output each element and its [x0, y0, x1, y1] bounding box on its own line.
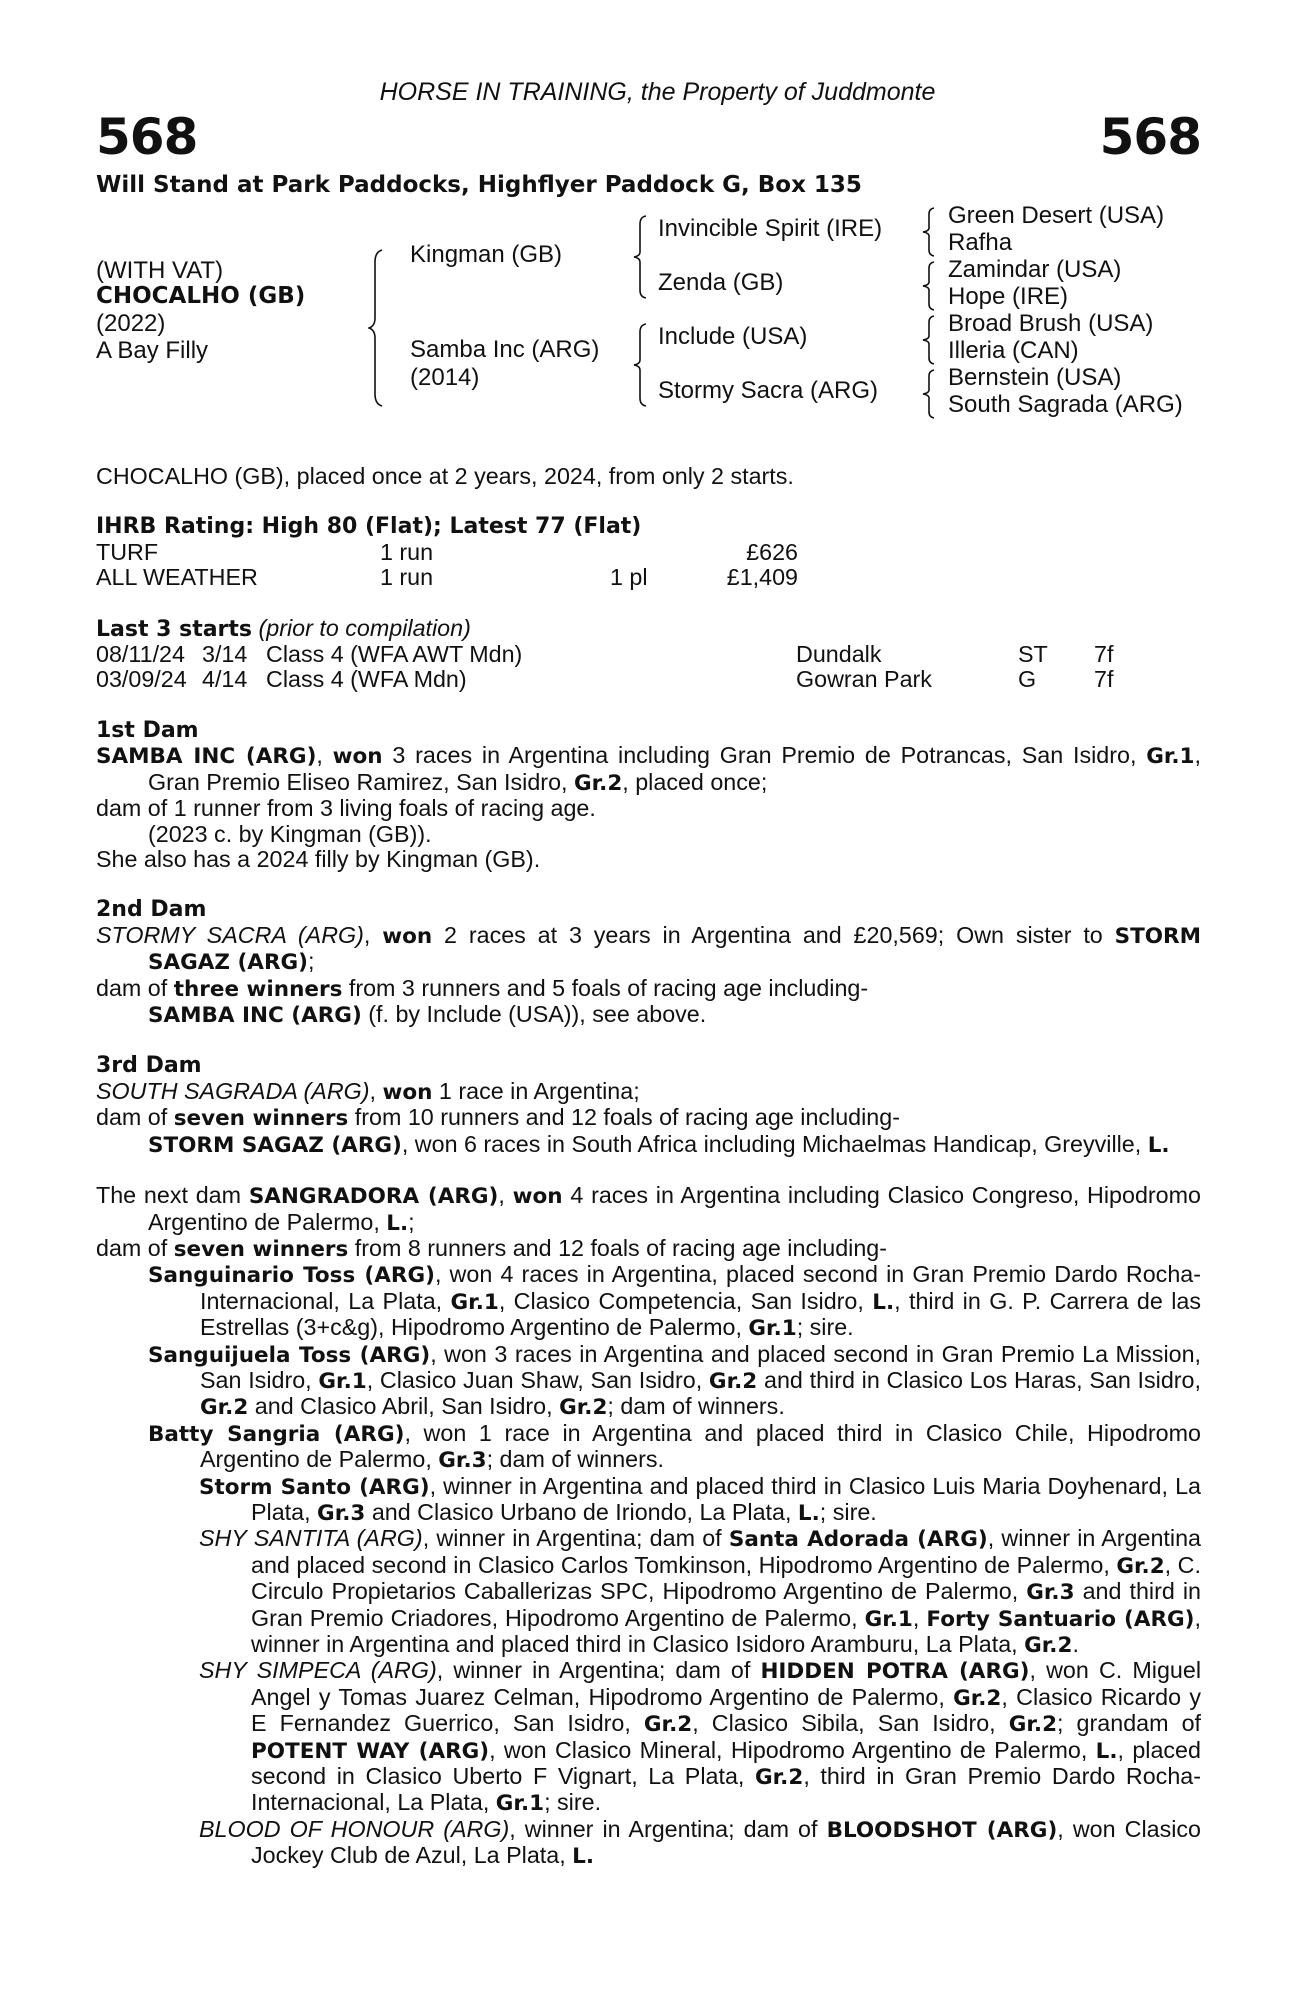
- progeny-entry: [96, 1421, 1201, 1474]
- ratings-table: [96, 540, 798, 591]
- record-text: , won 4 races in Argentina, placed second in Gran Premio Dardo Rocha-Internacional, La Plata,: [200, 1261, 1201, 1314]
- sibling-name: STORM SAGAZ (ARG): [148, 923, 1202, 976]
- runs-cell: 1 run: [380, 564, 434, 591]
- pedigree-dam: Samba Inc (ARG): [410, 336, 600, 363]
- record-text: and Clasico Urbano de Iriondo, La Plata,: [365, 1498, 798, 1525]
- progeny-name: BLOODSHOT (ARG): [826, 1817, 1058, 1843]
- progeny-name: Batty Sangria (ARG): [148, 1421, 405, 1447]
- grade-label: Gr.3: [317, 1500, 366, 1526]
- record-text: , won 1 race in Argentina and placed third in Clasico Chile, Hipodromo Argentino de Palermo,: [200, 1419, 1201, 1473]
- record-text: from 8 runners and 12 foals of racing age including-: [348, 1234, 888, 1261]
- earnings-cell: £1,409: [726, 564, 798, 591]
- going-cell: ST: [1018, 641, 1048, 668]
- grandprogeny-entry: [96, 1526, 1201, 1658]
- first-dam-heading: 1st Dam: [96, 718, 199, 743]
- grade-label: Gr.3: [1026, 1580, 1075, 1606]
- first-dam-yearling: She also has a 2024 filly by Kingman (GB).: [96, 846, 541, 873]
- pedigree-brace-dam: [632, 322, 652, 408]
- summary-line: CHOCALHO (GB), placed once at 2 years, 2024, from only 2 starts.: [96, 463, 794, 489]
- date-cell: 03/09/24: [96, 666, 187, 693]
- grade-label: Gr.1: [1146, 744, 1195, 770]
- distance-cell: 7f: [1094, 641, 1114, 668]
- progeny-name: Santa Adorada (ARG): [728, 1527, 988, 1553]
- fourth-dam-record: The next dam SANGRADORA (ARG), won 4 races in Argentina including Clasico Congreso, Hipodromo Argentino de Palermo, L.;: [96, 1182, 1202, 1236]
- record-text: , won C. Miguel Angel y Tomas Juarez Celman, Hipodromo Argentino de Palermo,: [251, 1657, 1202, 1710]
- record-text: ; grandam of: [1057, 1710, 1201, 1737]
- progeny-name: Sanguijuela Toss (ARG): [148, 1342, 431, 1368]
- dam-name: SOUTH SAGRADA (ARG): [96, 1077, 370, 1104]
- third-dam-heading: 3rd Dam: [96, 1053, 202, 1079]
- record-text: ;: [408, 1208, 415, 1235]
- pedigree-dam-dam: Stormy Sacra (ARG): [658, 377, 879, 404]
- date-cell: 08/11/24: [96, 641, 185, 668]
- grade-label: Gr.2: [1024, 1633, 1073, 1658]
- grade-label: L.: [572, 1844, 595, 1870]
- record-text: , Clasico Sibila, San Isidro,: [692, 1710, 1009, 1737]
- progeny-name: SHY SANTITA (ARG): [199, 1525, 423, 1552]
- grade-label: Gr.2: [573, 770, 623, 796]
- record-text: , won Clasico Jockey Club de Azul, La Plata,: [251, 1815, 1202, 1869]
- record-text: (f. by Include (USA)), see above.: [361, 1001, 707, 1028]
- record-text: and third in Gran Premio Criadores, Hipodromo Argentino de Palermo,: [251, 1578, 1201, 1631]
- won-label: won: [332, 744, 383, 770]
- record-text: , placed once;: [622, 768, 768, 795]
- surface-cell: ALL WEATHER: [96, 564, 258, 591]
- dam-name: STORMY SACRA (ARG): [96, 921, 364, 948]
- ihrb-rating: IHRB Rating: High 80 (Flat); Latest 77 (Flat): [96, 514, 642, 540]
- record-text: ; dam of winners.: [486, 1446, 664, 1473]
- record-text: from 3 runners and 5 foals of racing age including-: [342, 974, 869, 1001]
- record-text: , C. Circulo Propietarios Caballerizas SPC, Hipodromo Argentino de Palermo,: [251, 1551, 1201, 1605]
- grade-label: Gr.1: [864, 1606, 913, 1632]
- race-cell: Class 4 (WFA AWT Mdn): [266, 641, 523, 668]
- pedigree-g2: Rafha: [948, 229, 1013, 256]
- horse-name: CHOCALHO (GB): [96, 283, 306, 309]
- pedigree-brace-main: [368, 248, 388, 408]
- pedigree-dam-year: (2014): [410, 364, 480, 391]
- progeny-name: Forty Santuario (ARG): [926, 1606, 1195, 1632]
- pedigree-brace-g1: [920, 206, 940, 258]
- progeny-name: SAMBA INC (ARG): [148, 1003, 362, 1029]
- pedigree-g3: Zamindar (USA): [948, 256, 1122, 283]
- grade-label: Gr.1: [495, 1791, 545, 1817]
- progeny-entry: [96, 1262, 1201, 1341]
- placed-cell: 1 pl: [610, 564, 648, 591]
- last-starts-note: (prior to compilation): [258, 614, 471, 641]
- vat-note: (WITH VAT): [96, 257, 224, 284]
- record-text: dam of: [96, 974, 174, 1001]
- record-text: , winner in Argentina; dam of: [422, 1525, 729, 1552]
- pedigree-brace-g3: [920, 314, 940, 366]
- record-text: , winner in Argentina; dam of: [509, 1815, 827, 1842]
- pedigree-g4: Hope (IRE): [948, 283, 1069, 310]
- stand-location: Will Stand at Park Paddocks, Highflyer Paddock G, Box 135: [96, 172, 862, 198]
- earnings-cell: £626: [746, 538, 798, 565]
- record-text: dam of: [96, 1234, 174, 1261]
- record-text: , Clasico Juan Shaw, San Isidro,: [366, 1366, 709, 1393]
- grade-label: L.: [872, 1289, 895, 1315]
- record-text: .: [1072, 1631, 1079, 1657]
- grade-label: Gr.1: [748, 1316, 797, 1342]
- last-starts-heading: [96, 616, 1201, 642]
- grade-label: Gr.2: [1116, 1553, 1165, 1579]
- record-text: , winner in Argentina and placed third in Clasico Isidoro Aramburu, La Plata,: [251, 1604, 1201, 1657]
- pedigree-g1: Green Desert (USA): [948, 202, 1165, 229]
- won-label: won: [382, 1079, 433, 1105]
- grade-label: L.: [386, 1210, 409, 1236]
- winners-count: seven winners: [173, 1236, 349, 1262]
- record-text: , winner in Argentina and placed second in Clasico Carlos Tomkinson, Hipodromo Argentino de Palermo,: [251, 1525, 1201, 1578]
- pedigree-sire-dam: Zenda (GB): [658, 269, 784, 296]
- progeny-name: STORM SAGAZ (ARG): [148, 1132, 402, 1158]
- record-text: ;: [307, 948, 315, 975]
- second-dam-record: STORMY SACRA (ARG), won 2 races at 3 years in Argentina and £20,569; Own sister to STORM SAGAZ (ARG);: [96, 921, 1202, 976]
- progeny-name: HIDDEN POTRA (ARG): [760, 1659, 1030, 1685]
- placed-cell: [610, 540, 710, 565]
- record-text: 2 races at 3 years in Argentina and £20,569; Own sister to: [432, 921, 1103, 948]
- course-cell: Dundalk: [796, 641, 882, 668]
- record-text: , won 3 races in Argentina and placed second in Gran Premio La Mission, San Isidro,: [200, 1340, 1202, 1393]
- pedigree-g8: South Sagrada (ARG): [948, 391, 1183, 418]
- record-text: ; dam of winners.: [607, 1393, 785, 1420]
- record-text: The next dam: [96, 1182, 249, 1209]
- pedigree-g6: Illeria (CAN): [948, 337, 1079, 364]
- dam-name: SAMBA INC (ARG): [96, 744, 317, 770]
- grade-label: Gr.2: [559, 1395, 608, 1421]
- record-text: , Clasico Competencia, San Isidro,: [498, 1287, 873, 1314]
- grandprogeny-entry: [96, 1817, 1201, 1870]
- record-text: , Gran Premio Eliseo Ramirez, San Isidro,: [148, 742, 1201, 795]
- record-text: from 10 runners and 12 foals of racing age including-: [348, 1104, 900, 1131]
- record-text: ; sire.: [544, 1789, 602, 1816]
- last-starts-table: [96, 642, 1113, 693]
- pedigree-dam-sire: Include (USA): [658, 323, 808, 350]
- record-text: dam of: [96, 1104, 174, 1131]
- record-text: , third in G. P. Carrera de las Estrellas (3+c&g), Hipodromo Argentino de Palermo,: [200, 1287, 1202, 1341]
- family-section: [96, 718, 1201, 1870]
- grade-label: Gr.2: [755, 1765, 804, 1791]
- race-cell: Class 4 (WFA Mdn): [266, 666, 467, 693]
- third-dam-produce: [96, 1105, 1201, 1131]
- progeny-name: POTENT WAY (ARG): [251, 1738, 490, 1764]
- winners-count: seven winners: [173, 1106, 349, 1132]
- record-text: , placed second in Clasico Uberto F Vignart, La Plata,: [251, 1736, 1201, 1790]
- grade-label: Gr.2: [643, 1712, 693, 1738]
- record-text: ; sire.: [819, 1498, 877, 1525]
- grandprogeny-entry: [96, 1474, 1201, 1527]
- third-dam-progeny: [96, 1132, 1201, 1158]
- record-text: ; sire.: [796, 1314, 854, 1341]
- grade-label: Gr.2: [708, 1368, 758, 1394]
- table-row: [96, 642, 1113, 667]
- pedigree-sire-sire: Invincible Spirit (IRE): [658, 215, 883, 242]
- winners-count: three winners: [173, 976, 343, 1002]
- page-header: HORSE IN TRAINING, the Property of Juddmonte: [379, 78, 936, 106]
- second-dam-heading: 2nd Dam: [96, 897, 207, 923]
- pedigree-brace-g4: [920, 368, 940, 420]
- pedigree-brace-sire: [632, 214, 652, 300]
- progeny-name: Sanguinario Toss (ARG): [148, 1263, 435, 1289]
- won-label: won: [512, 1184, 563, 1210]
- grade-label: L.: [1147, 1132, 1170, 1158]
- surface-cell: TURF: [96, 538, 159, 565]
- pedigree-sire: Kingman (GB): [410, 241, 563, 268]
- record-text: , third in Gran Premio Dardo Rocha-Internacional, La Plata,: [251, 1763, 1202, 1816]
- pedigree-g7: Bernstein (USA): [948, 364, 1122, 391]
- pedigree-g5: Broad Brush (USA): [948, 310, 1154, 337]
- record-text: 4 races in Argentina including Clasico Congreso, Hipodromo Argentino de Palermo,: [148, 1182, 1202, 1235]
- record-text: , won Clasico Mineral, Hipodromo Argentino de Palermo,: [489, 1736, 1096, 1763]
- record-text: and Clasico Abril, San Isidro,: [248, 1393, 560, 1420]
- grade-label: Gr.2: [953, 1685, 1002, 1711]
- record-text: , winner in Argentina; dam of: [436, 1657, 761, 1684]
- won-label: won: [382, 923, 433, 949]
- lot-number-left: 568: [96, 108, 198, 166]
- last-starts-label: Last 3 starts: [96, 616, 253, 642]
- record-text: 3 races in Argentina including Gran Premio de Potrancas, San Isidro,: [382, 742, 1147, 769]
- first-dam-foal: (2023 c. by Kingman (GB)).: [148, 820, 432, 847]
- course-cell: Gowran Park: [796, 666, 932, 693]
- fourth-dam-produce: [96, 1236, 1201, 1262]
- progeny-name: SHY SIMPECA (ARG): [199, 1657, 437, 1684]
- grade-label: Gr.1: [450, 1289, 499, 1315]
- record-text: , won 6 races in South Africa including Michaelmas Handicap, Greyville,: [401, 1130, 1148, 1157]
- third-dam-record: SOUTH SAGRADA (ARG), won 1 race in Argentina;: [96, 1077, 640, 1105]
- grandprogeny-entry: [96, 1658, 1201, 1816]
- distance-cell: 7f: [1094, 666, 1114, 693]
- grade-label: Gr.1: [318, 1368, 367, 1394]
- table-row: [96, 667, 1113, 692]
- first-dam-record: SAMBA INC (ARG), won 3 races in Argentina including Gran Premio de Potrancas, San Isidro, Gr.1, Gran Premio Eliseo Ramirez, San Isidro, Gr.2, placed once;: [96, 742, 1201, 796]
- position-cell: 4/14: [202, 666, 248, 693]
- runs-cell: 1 run: [380, 538, 434, 565]
- record-text: , winner in Argentina and placed third in Clasico Luis Maria Doyhenard, La Plata,: [251, 1472, 1201, 1525]
- record-text: and third in Clasico Los Haras, San Isidro,: [757, 1366, 1201, 1393]
- grade-label: Gr.2: [200, 1395, 249, 1421]
- record-text: 1 race in Argentina;: [432, 1077, 640, 1104]
- record-text: ,: [912, 1604, 927, 1631]
- grade-label: Gr.3: [438, 1448, 487, 1474]
- grade-label: L.: [797, 1500, 820, 1526]
- record-text: , Clasico Ricardo y E Fernandez Guerrico, San Isidro,: [251, 1683, 1201, 1737]
- second-dam-progeny: [96, 1002, 1201, 1028]
- progeny-name: Storm Santo (ARG): [199, 1474, 430, 1500]
- lot-number-right: 568: [1099, 108, 1201, 166]
- grade-label: Gr.2: [1008, 1712, 1058, 1738]
- table-row: [96, 565, 798, 590]
- horse-description: A Bay Filly: [96, 337, 209, 364]
- progeny-name: BLOOD OF HONOUR (ARG): [199, 1815, 510, 1842]
- race-record: [96, 464, 1201, 693]
- second-dam-produce: [96, 976, 1201, 1002]
- going-cell: G: [1018, 666, 1037, 693]
- grade-label: L.: [1095, 1738, 1118, 1764]
- progeny-entry: [96, 1342, 1201, 1421]
- horse-year: (2022): [96, 310, 166, 337]
- pedigree-brace-g2: [920, 260, 940, 312]
- first-dam-produce: dam of 1 runner from 3 living foals of racing age.: [96, 795, 596, 822]
- position-cell: 3/14: [202, 641, 248, 668]
- dam-name: SANGRADORA (ARG): [248, 1184, 499, 1210]
- table-row: [96, 540, 798, 565]
